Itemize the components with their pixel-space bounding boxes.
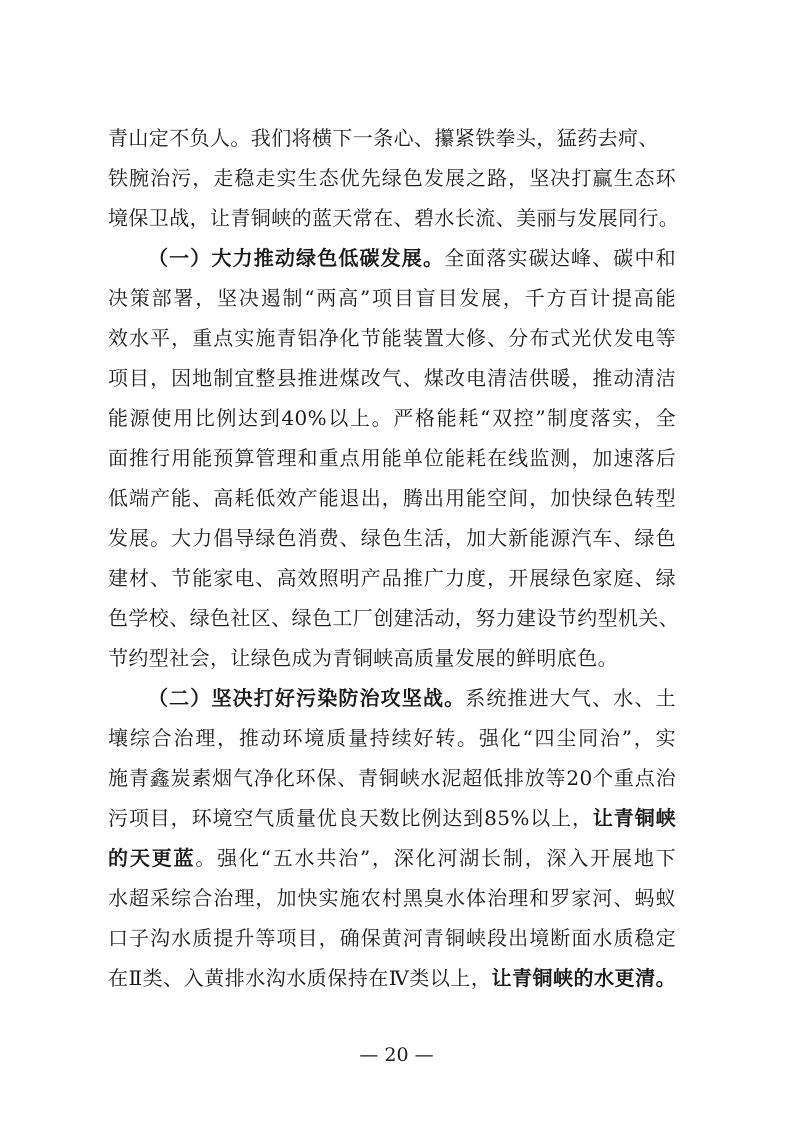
paragraph-line [108,324,676,352]
text-run: 铁腕治污，走稳走实生态优先绿色发展之路，坚决打赢生态环 [108,166,676,190]
paragraph-line [108,604,680,632]
text-run: 能源使用比例达到40%以上。严格能耗“双控”制度落实，全 [108,406,676,430]
text-run: 全面落实碳达峰、碳中和 [444,246,676,270]
text-run: 低端产能、高耗低效产能退出，腾出用能空间，加快绿色转型 [108,486,676,510]
paragraph-line [108,404,676,432]
text-run: 境保卫战，让青铜峡的蓝天常在、碧水长流、美丽与发展同行。 [108,206,680,230]
paragraph-line [108,964,676,992]
text-run: 决策部署，坚决遏制“两高”项目盲目发展，千方百计提高能 [108,286,676,310]
paragraph-line [108,444,676,472]
emphasis-bold: 让青铜峡的水更清。 [491,966,676,990]
text-run: 节约型社会，让绿色成为青铜峡高质量发展的鲜明底色。 [108,646,618,670]
paragraph-line [108,764,676,792]
paragraph-line [108,644,676,672]
paragraph-line [108,284,676,312]
text-run: 青山定不负人。我们将横下一条心、攥紧铁拳头，猛药去疴、 [108,126,659,150]
text-run: 污项目，环境空气质量优良天数比例达到85%以上， [108,806,593,830]
section-heading-bold: （一）大力推动绿色低碳发展。 [148,246,445,270]
paragraph-line [108,484,676,512]
text-run: 。强化“五水共治”，深化河湖长制，深入开展地下 [195,846,676,870]
text-run: 建材、节能家电、高效照明产品推广力度，开展绿色家庭、绿 [108,566,676,590]
page-number: — 20 — [359,1044,434,1066]
paragraph-line [108,564,676,592]
text-run: 发展。大力倡导绿色消费、绿色生活，加大新能源汽车、绿色 [108,526,676,550]
paragraph-line [108,204,680,232]
emphasis-bold: 让青铜峡 [592,806,676,830]
text-run: 面推行用能预算管理和重点用能单位能耗在线监测，加速落后 [108,446,676,470]
paragraph-line [108,844,676,872]
text-run: 施青鑫炭素烟气净化环保、青铜峡水泥超低排放等20个重点治 [108,766,676,790]
paragraph-line [108,524,676,552]
text-run: 口子沟水质提升等项目，确保黄河青铜峡段出境断面水质稳定 [108,926,676,950]
text-run: 项目，因地制宜整县推进煤改气、煤改电清洁供暖，推动清洁 [108,366,676,390]
text-run: 在Ⅱ类、入黄排水沟水质保持在Ⅳ类以上， [108,966,492,990]
paragraph-line [108,124,676,152]
section-heading-bold: （二）坚决打好污染防治攻坚战。 [148,686,466,710]
paragraph-line [108,724,676,752]
text-run: 效水平，重点实施青铝净化节能装置大修、分布式光伏发电等 [108,326,676,350]
emphasis-bold: 的天更蓝 [108,846,196,870]
section-heading-line [148,684,676,712]
text-run: 壤综合治理，推动环境质量持续好转。强化“四尘同治”，实 [108,726,676,750]
paragraph-line [108,804,676,832]
text-run: 色学校、绿色社区、绿色工厂创建活动，努力建设节约型机关、 [108,606,680,630]
paragraph-line [108,364,676,392]
text-run: 系统推进大气、水、土 [465,686,676,710]
text-run: 水超采综合治理，加快实施农村黑臭水体治理和罗家河、蚂蚁 [108,886,676,910]
paragraph-line [108,884,676,912]
section-heading-line [148,244,676,272]
paragraph-line [108,164,676,192]
paragraph-line [108,924,676,952]
